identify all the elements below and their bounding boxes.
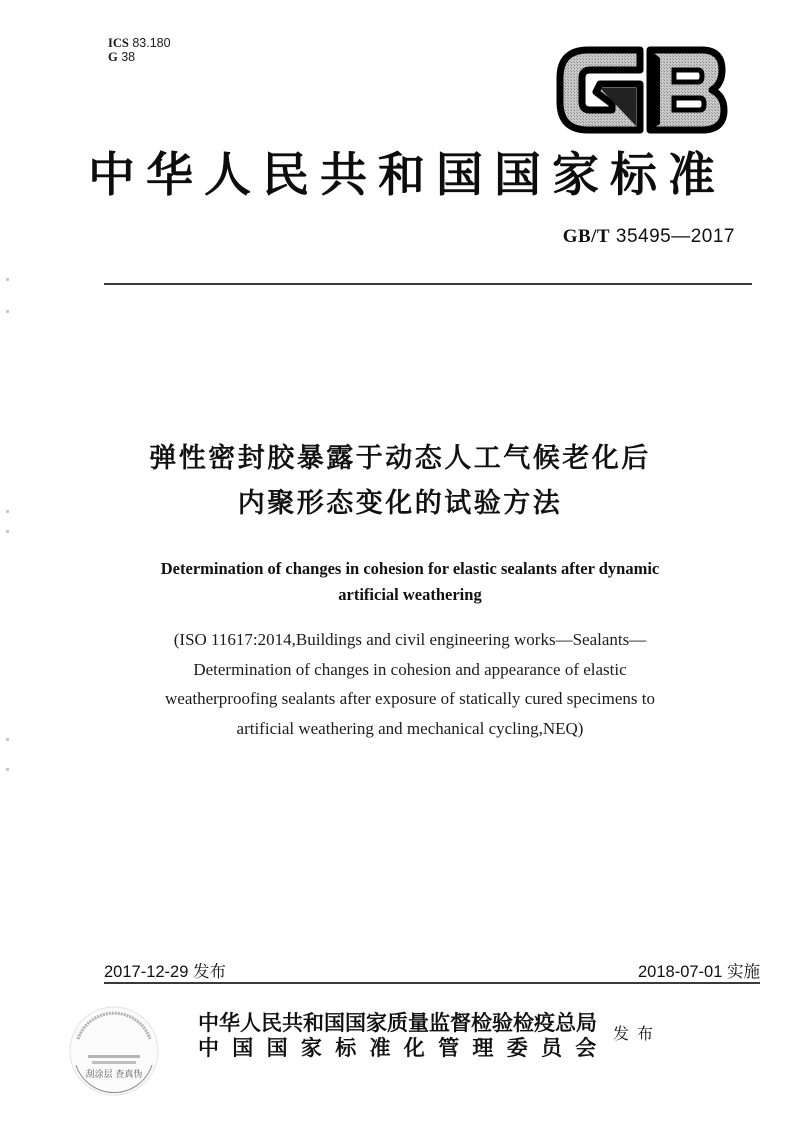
- national-standard-title: 中华人民共和国国家标准: [88, 148, 726, 203]
- english-title-line: artificial weathering: [338, 585, 482, 604]
- implementation-date: 2018-07-01 实施: [638, 963, 760, 981]
- iso-reference-line: Determination of changes in cohesion and appearance of elastic: [193, 659, 627, 679]
- standard-number: GB/T 35495—2017: [562, 226, 735, 247]
- issue-date: 2017-12-29 发布: [104, 963, 226, 981]
- iso-reference-line: (ISO 11617:2014,Buildings and civil engineering works—Sealants—: [173, 630, 647, 649]
- iso-reference-line: weatherproofing sealants after exposure of statically cured specimens to: [165, 689, 655, 708]
- anti-counterfeit-seal-icon: [66, 1003, 162, 1099]
- ccs-code: G 38: [108, 50, 136, 64]
- chinese-title-line: 内聚形态变化的试验方法: [237, 488, 563, 519]
- scan-artifact: [6, 738, 9, 741]
- footer-divider: [104, 982, 760, 984]
- publisher-line: 中国国家标准化管理委员会: [198, 1035, 610, 1060]
- chinese-title: [60, 436, 740, 526]
- ics-code: ICS 83.180: [108, 36, 171, 50]
- scan-artifact: [6, 530, 9, 533]
- svg-text:刮涂层 查真伪: 刮涂层 查真伪: [85, 1070, 143, 1080]
- publish-label: 发布: [613, 1024, 662, 1043]
- publishing-authorities: [198, 1010, 610, 1060]
- iso-reference-line: artificial weathering and mechanical cycling,NEQ): [236, 718, 584, 738]
- scan-artifact: [6, 310, 9, 313]
- header-divider: [104, 283, 752, 285]
- chinese-title-line: 弹性密封胶暴露于动态人工气候老化后: [149, 443, 651, 474]
- scan-artifact: [6, 768, 9, 771]
- scan-artifact: [6, 510, 9, 513]
- iso-reference: [90, 625, 730, 743]
- gb-standard-logo-icon: [556, 44, 728, 136]
- publisher-line: 中华人民共和国国家质量监督检验检疫总局: [198, 1010, 597, 1035]
- english-title-line: Determination of changes in cohesion for elastic sealants after dynamic: [160, 559, 660, 578]
- scan-artifact: [6, 278, 9, 281]
- classification-codes: [108, 36, 171, 64]
- english-title: [100, 556, 720, 608]
